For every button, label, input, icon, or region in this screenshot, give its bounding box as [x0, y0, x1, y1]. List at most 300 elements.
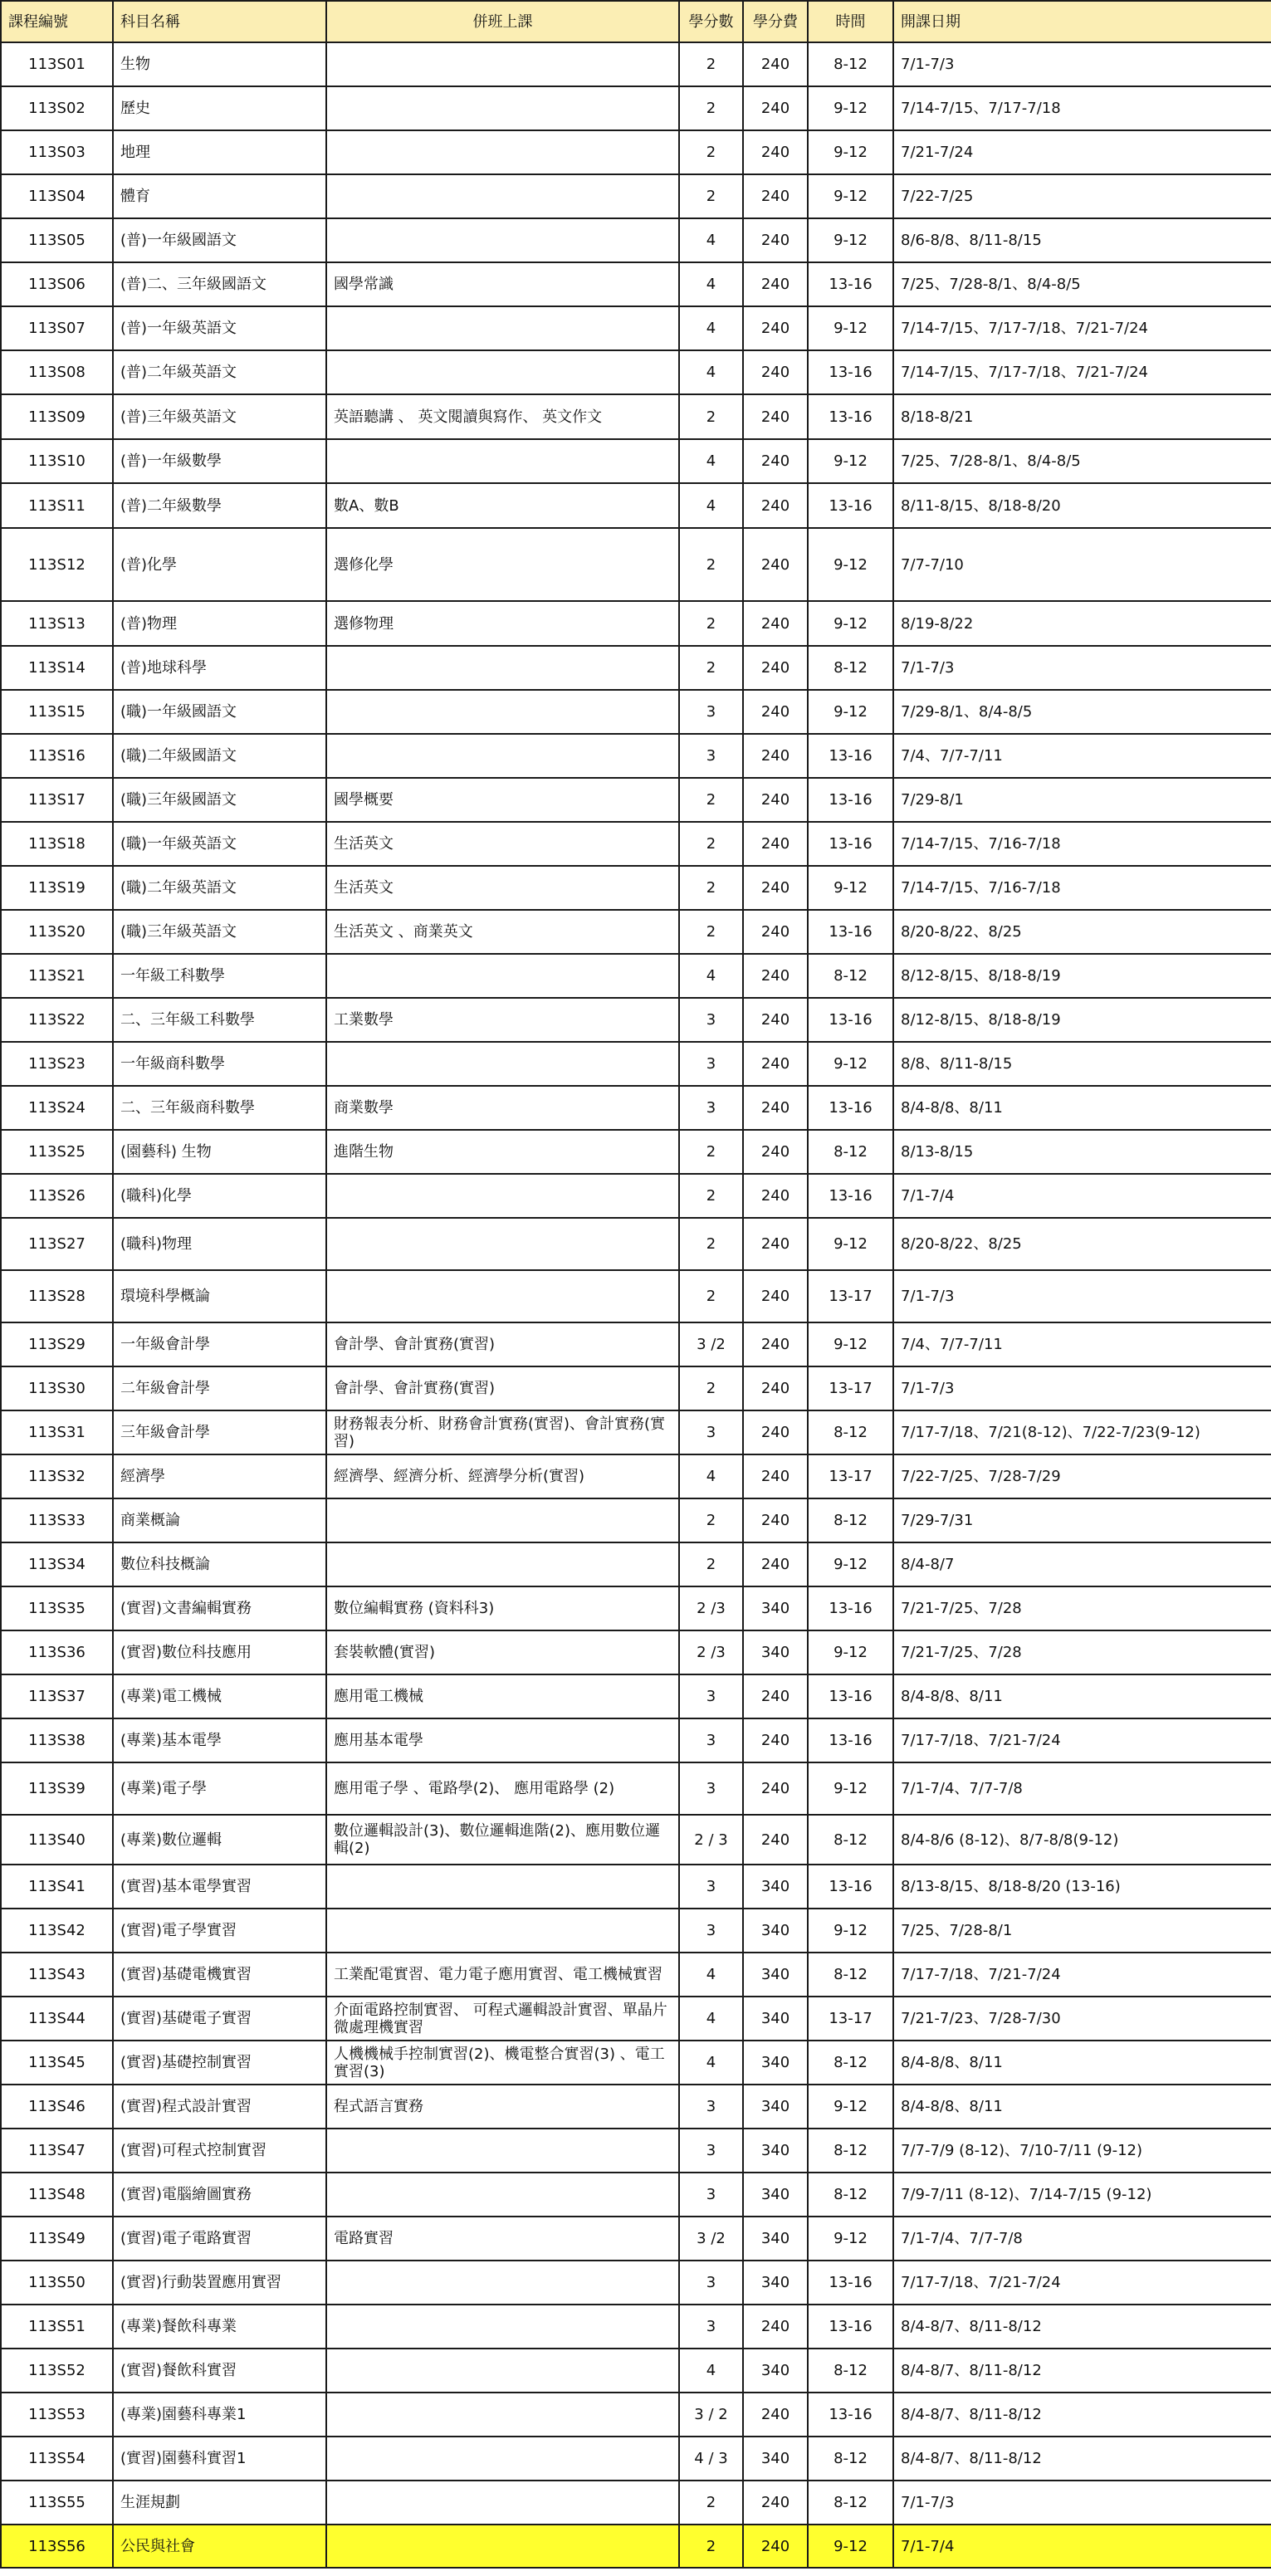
cell-dates: 7/29-8/1	[893, 778, 1271, 822]
cell-dates: 7/25、7/28-8/1、8/4-8/5	[893, 262, 1271, 306]
cell-credits: 2	[679, 866, 743, 910]
cell-subject-name: (實習)行動裝置應用實習	[113, 2261, 326, 2305]
cell-fee: 240	[743, 734, 808, 778]
table-row	[1, 2525, 1271, 2568]
cell-joint-class	[326, 1865, 679, 1909]
cell-credits: 4	[679, 483, 743, 528]
cell-fee: 240	[743, 483, 808, 528]
cell-joint-class: 財務報表分析、財務會計實務(實習)、會計實務(實習)	[326, 1410, 679, 1454]
table-row	[1, 2349, 1271, 2393]
cell-time: 9-12	[808, 1909, 893, 1953]
cell-fee: 240	[743, 1410, 808, 1454]
cell-credits: 4	[679, 439, 743, 483]
cell-joint-class: 選修化學	[326, 528, 679, 601]
cell-credits: 2 /3	[679, 1630, 743, 1674]
cell-fee: 240	[743, 2525, 808, 2568]
cell-time: 13-16	[808, 1086, 893, 1130]
cell-time: 8-12	[808, 2349, 893, 2393]
cell-joint-class	[326, 439, 679, 483]
cell-fee: 240	[743, 1815, 808, 1865]
cell-course-id: 113S05	[1, 218, 113, 262]
cell-credits: 2	[679, 778, 743, 822]
cell-joint-class: 進階生物	[326, 1130, 679, 1174]
cell-dates: 8/12-8/15、8/18-8/19	[893, 998, 1271, 1042]
cell-dates: 7/1-7/3	[893, 42, 1271, 86]
cell-joint-class	[326, 1542, 679, 1586]
cell-joint-class	[326, 1174, 679, 1218]
cell-fee: 240	[743, 218, 808, 262]
cell-time: 8-12	[808, 2437, 893, 2481]
cell-joint-class: 應用基本電學	[326, 1718, 679, 1762]
table-row	[1, 2305, 1271, 2349]
cell-course-id: 113S55	[1, 2481, 113, 2525]
cell-course-id: 113S23	[1, 1042, 113, 1086]
cell-joint-class: 工業配電實習、電力電子應用實習、電工機械實習	[326, 1953, 679, 1997]
cell-credits: 3	[679, 1909, 743, 1953]
cell-joint-class: 生活英文 、商業英文	[326, 910, 679, 954]
table-row	[1, 394, 1271, 439]
cell-credits: 3	[679, 998, 743, 1042]
cell-subject-name: (實習)文書編輯實務	[113, 1586, 326, 1630]
cell-subject-name: (專業)基本電學	[113, 1718, 326, 1762]
cell-course-id: 113S24	[1, 1086, 113, 1130]
table-row	[1, 2437, 1271, 2481]
cell-time: 13-17	[808, 1997, 893, 2041]
cell-fee: 240	[743, 1042, 808, 1086]
table-row	[1, 2085, 1271, 2129]
table-row	[1, 1997, 1271, 2041]
cell-credits: 2	[679, 1174, 743, 1218]
cell-time: 13-16	[808, 822, 893, 866]
cell-credits: 2	[679, 1498, 743, 1542]
cell-subject-name: 生涯規劃	[113, 2481, 326, 2525]
table-row	[1, 1042, 1271, 1086]
cell-time: 13-16	[808, 2393, 893, 2437]
table-row	[1, 998, 1271, 1042]
cell-credits: 2	[679, 528, 743, 601]
table-row	[1, 2393, 1271, 2437]
cell-course-id: 113S25	[1, 1130, 113, 1174]
cell-dates: 8/4-8/6 (8-12)、8/7-8/8(9-12)	[893, 1815, 1271, 1865]
cell-time: 9-12	[808, 2525, 893, 2568]
cell-joint-class	[326, 2349, 679, 2393]
cell-dates: 7/22-7/25	[893, 174, 1271, 218]
cell-dates: 7/1-7/4	[893, 1174, 1271, 1218]
cell-course-id: 113S04	[1, 174, 113, 218]
cell-course-id: 113S32	[1, 1454, 113, 1498]
cell-fee: 340	[743, 1997, 808, 2041]
cell-course-id: 113S37	[1, 1674, 113, 1718]
cell-time: 8-12	[808, 954, 893, 998]
cell-fee: 240	[743, 1366, 808, 1410]
cell-time: 9-12	[808, 218, 893, 262]
cell-dates: 8/4-8/8、8/11	[893, 2041, 1271, 2085]
table-row	[1, 2481, 1271, 2525]
table-row	[1, 1953, 1271, 1997]
cell-subject-name: 經濟學	[113, 1454, 326, 1498]
cell-joint-class: 介面電路控制實習、 可程式邏輯設計實習、單晶片微處理機實習	[326, 1997, 679, 2041]
cell-course-id: 113S01	[1, 42, 113, 86]
table-row	[1, 1586, 1271, 1630]
cell-joint-class	[326, 646, 679, 690]
cell-subject-name: (職)三年級國語文	[113, 778, 326, 822]
table-row	[1, 218, 1271, 262]
table-row	[1, 2173, 1271, 2217]
cell-time: 9-12	[808, 130, 893, 174]
cell-fee: 240	[743, 1270, 808, 1322]
cell-dates: 8/4-8/8、8/11	[893, 1086, 1271, 1130]
cell-fee: 240	[743, 1130, 808, 1174]
cell-fee: 240	[743, 130, 808, 174]
table-row	[1, 2261, 1271, 2305]
cell-dates: 8/12-8/15、8/18-8/19	[893, 954, 1271, 998]
cell-fee: 240	[743, 528, 808, 601]
cell-joint-class	[326, 218, 679, 262]
cell-subject-name: (普)一年級國語文	[113, 218, 326, 262]
cell-time: 9-12	[808, 690, 893, 734]
cell-joint-class: 應用電工機械	[326, 1674, 679, 1718]
cell-fee: 340	[743, 1586, 808, 1630]
cell-joint-class	[326, 306, 679, 350]
cell-credits: 3	[679, 690, 743, 734]
cell-time: 13-16	[808, 1586, 893, 1630]
cell-time: 13-16	[808, 910, 893, 954]
table-row	[1, 1410, 1271, 1454]
cell-subject-name: 二、三年級商科數學	[113, 1086, 326, 1130]
cell-subject-name: (實習)基礎控制實習	[113, 2041, 326, 2085]
cell-subject-name: (專業)餐飲科專業	[113, 2305, 326, 2349]
cell-dates: 8/8、8/11-8/15	[893, 1042, 1271, 1086]
table-row	[1, 646, 1271, 690]
cell-credits: 2	[679, 2525, 743, 2568]
table-row	[1, 350, 1271, 394]
cell-fee: 240	[743, 174, 808, 218]
cell-subject-name: (普)地球科學	[113, 646, 326, 690]
cell-fee: 240	[743, 394, 808, 439]
cell-course-id: 113S49	[1, 2217, 113, 2261]
table-row	[1, 1674, 1271, 1718]
cell-subject-name: (專業)數位邏輯	[113, 1815, 326, 1865]
cell-fee: 240	[743, 1542, 808, 1586]
cell-fee: 340	[743, 2041, 808, 2085]
table-row	[1, 866, 1271, 910]
cell-subject-name: (實習)電腦繪圖實務	[113, 2173, 326, 2217]
cell-dates: 7/14-7/15、7/17-7/18、7/21-7/24	[893, 306, 1271, 350]
cell-joint-class	[326, 1218, 679, 1270]
cell-time: 9-12	[808, 86, 893, 130]
cell-fee: 240	[743, 1086, 808, 1130]
cell-subject-name: 一年級會計學	[113, 1322, 326, 1366]
cell-credits: 3	[679, 2129, 743, 2173]
cell-fee: 240	[743, 1174, 808, 1218]
cell-dates: 7/1-7/3	[893, 646, 1271, 690]
cell-dates: 7/4、7/7-7/11	[893, 734, 1271, 778]
table-row	[1, 601, 1271, 646]
cell-course-id: 113S36	[1, 1630, 113, 1674]
table-row	[1, 130, 1271, 174]
cell-course-id: 113S06	[1, 262, 113, 306]
table-row	[1, 42, 1271, 86]
cell-joint-class: 電路實習	[326, 2217, 679, 2261]
cell-credits: 3	[679, 1086, 743, 1130]
cell-credits: 2	[679, 1542, 743, 1586]
cell-time: 9-12	[808, 601, 893, 646]
cell-course-id: 113S02	[1, 86, 113, 130]
table-body	[1, 42, 1271, 2568]
cell-subject-name: 二、三年級工科數學	[113, 998, 326, 1042]
cell-subject-name: (實習)數位科技應用	[113, 1630, 326, 1674]
cell-dates: 8/4-8/8、8/11	[893, 1674, 1271, 1718]
cell-course-id: 113S27	[1, 1218, 113, 1270]
cell-fee: 340	[743, 2437, 808, 2481]
cell-subject-name: (普)二、三年級國語文	[113, 262, 326, 306]
cell-fee: 240	[743, 778, 808, 822]
cell-subject-name: (普)物理	[113, 601, 326, 646]
cell-dates: 7/14-7/15、7/16-7/18	[893, 866, 1271, 910]
table-row	[1, 1130, 1271, 1174]
cell-credits: 4	[679, 306, 743, 350]
cell-subject-name: (園藝科) 生物	[113, 1130, 326, 1174]
cell-course-id: 113S33	[1, 1498, 113, 1542]
cell-joint-class: 會計學、會計實務(實習)	[326, 1322, 679, 1366]
cell-fee: 240	[743, 439, 808, 483]
cell-joint-class: 國學常識	[326, 262, 679, 306]
cell-time: 13-16	[808, 1674, 893, 1718]
cell-joint-class	[326, 130, 679, 174]
cell-time: 8-12	[808, 2129, 893, 2173]
cell-dates: 8/13-8/15	[893, 1130, 1271, 1174]
cell-joint-class: 應用電子學 、電路學(2)、 應用電路學 (2)	[326, 1762, 679, 1815]
cell-time: 9-12	[808, 439, 893, 483]
cell-credits: 2	[679, 1270, 743, 1322]
cell-joint-class	[326, 1498, 679, 1542]
cell-dates: 8/19-8/22	[893, 601, 1271, 646]
cell-time: 8-12	[808, 646, 893, 690]
cell-fee: 340	[743, 2349, 808, 2393]
cell-course-id: 113S12	[1, 528, 113, 601]
table-row	[1, 1762, 1271, 1815]
cell-time: 13-17	[808, 1366, 893, 1410]
cell-joint-class: 數位編輯實務 (資料科3)	[326, 1586, 679, 1630]
cell-fee: 240	[743, 954, 808, 998]
cell-subject-name: 三年級會計學	[113, 1410, 326, 1454]
cell-fee: 240	[743, 866, 808, 910]
table-row	[1, 483, 1271, 528]
cell-course-id: 113S03	[1, 130, 113, 174]
cell-course-id: 113S47	[1, 2129, 113, 2173]
cell-joint-class	[326, 2261, 679, 2305]
cell-credits: 3	[679, 1042, 743, 1086]
table-row	[1, 306, 1271, 350]
cell-dates: 7/21-7/25、7/28	[893, 1586, 1271, 1630]
cell-fee: 240	[743, 1762, 808, 1815]
cell-credits: 4	[679, 2349, 743, 2393]
cell-fee: 240	[743, 262, 808, 306]
cell-joint-class	[326, 2437, 679, 2481]
cell-fee: 340	[743, 2173, 808, 2217]
cell-subject-name: (實習)餐飲科實習	[113, 2349, 326, 2393]
cell-time: 13-16	[808, 483, 893, 528]
cell-fee: 240	[743, 998, 808, 1042]
header-dates: 開課日期	[893, 1, 1271, 42]
cell-dates: 8/18-8/21	[893, 394, 1271, 439]
cell-joint-class	[326, 1042, 679, 1086]
cell-fee: 340	[743, 1909, 808, 1953]
cell-course-id: 113S19	[1, 866, 113, 910]
table-row	[1, 690, 1271, 734]
cell-course-id: 113S40	[1, 1815, 113, 1865]
cell-joint-class: 數位邏輯設計(3)、數位邏輯進階(2)、應用數位邏輯(2)	[326, 1815, 679, 1865]
cell-credits: 2	[679, 2481, 743, 2525]
cell-fee: 240	[743, 690, 808, 734]
cell-credits: 3 /2	[679, 1322, 743, 1366]
cell-joint-class	[326, 2129, 679, 2173]
cell-credits: 2	[679, 42, 743, 86]
cell-dates: 7/14-7/15、7/17-7/18、7/21-7/24	[893, 350, 1271, 394]
cell-time: 9-12	[808, 1322, 893, 1366]
cell-joint-class	[326, 2481, 679, 2525]
table-row	[1, 262, 1271, 306]
cell-course-id: 113S51	[1, 2305, 113, 2349]
cell-dates: 8/4-8/7、8/11-8/12	[893, 2349, 1271, 2393]
table-row	[1, 174, 1271, 218]
cell-time: 13-16	[808, 734, 893, 778]
cell-time: 9-12	[808, 1218, 893, 1270]
cell-course-id: 113S26	[1, 1174, 113, 1218]
cell-course-id: 113S44	[1, 1997, 113, 2041]
cell-course-id: 113S08	[1, 350, 113, 394]
table-row	[1, 1718, 1271, 1762]
cell-subject-name: 公民與社會	[113, 2525, 326, 2568]
cell-subject-name: 生物	[113, 42, 326, 86]
cell-subject-name: 一年級工科數學	[113, 954, 326, 998]
table-row	[1, 86, 1271, 130]
cell-time: 13-16	[808, 1865, 893, 1909]
cell-dates: 7/1-7/3	[893, 1366, 1271, 1410]
cell-dates: 8/4-8/7	[893, 1542, 1271, 1586]
cell-course-id: 113S09	[1, 394, 113, 439]
cell-time: 9-12	[808, 1630, 893, 1674]
cell-credits: 4	[679, 954, 743, 998]
cell-course-id: 113S56	[1, 2525, 113, 2568]
cell-credits: 2	[679, 130, 743, 174]
cell-time: 9-12	[808, 1042, 893, 1086]
cell-dates: 7/17-7/18、7/21-7/24	[893, 2261, 1271, 2305]
cell-time: 8-12	[808, 1953, 893, 1997]
cell-course-id: 113S30	[1, 1366, 113, 1410]
cell-credits: 4	[679, 1454, 743, 1498]
cell-subject-name: (職科)化學	[113, 1174, 326, 1218]
cell-fee: 340	[743, 1630, 808, 1674]
cell-credits: 2	[679, 822, 743, 866]
cell-time: 9-12	[808, 2085, 893, 2129]
cell-credits: 2	[679, 1130, 743, 1174]
cell-joint-class	[326, 690, 679, 734]
cell-credits: 2	[679, 1218, 743, 1270]
table-row	[1, 954, 1271, 998]
cell-joint-class: 工業數學	[326, 998, 679, 1042]
cell-joint-class	[326, 174, 679, 218]
cell-credits: 4	[679, 1953, 743, 1997]
header-subject-name: 科目名稱	[113, 1, 326, 42]
cell-time: 8-12	[808, 2173, 893, 2217]
cell-fee: 340	[743, 2085, 808, 2129]
cell-subject-name: (專業)電子學	[113, 1762, 326, 1815]
cell-subject-name: (專業)電工機械	[113, 1674, 326, 1718]
cell-course-id: 113S38	[1, 1718, 113, 1762]
cell-dates: 7/1-7/4、7/7-7/8	[893, 1762, 1271, 1815]
cell-time: 13-16	[808, 350, 893, 394]
cell-credits: 3	[679, 1865, 743, 1909]
cell-fee: 240	[743, 42, 808, 86]
cell-course-id: 113S13	[1, 601, 113, 646]
cell-subject-name: (專業)園藝科專業1	[113, 2393, 326, 2437]
cell-time: 13-16	[808, 262, 893, 306]
cell-subject-name: (職)一年級英語文	[113, 822, 326, 866]
cell-time: 9-12	[808, 528, 893, 601]
cell-subject-name: 地理	[113, 130, 326, 174]
cell-subject-name: (實習)電子電路實習	[113, 2217, 326, 2261]
cell-course-id: 113S29	[1, 1322, 113, 1366]
cell-credits: 3	[679, 1410, 743, 1454]
cell-dates: 7/1-7/4、7/7-7/8	[893, 2217, 1271, 2261]
table-row	[1, 1086, 1271, 1130]
cell-time: 8-12	[808, 2041, 893, 2085]
cell-time: 8-12	[808, 1498, 893, 1542]
cell-course-id: 113S15	[1, 690, 113, 734]
cell-time: 13-16	[808, 2261, 893, 2305]
cell-fee: 240	[743, 86, 808, 130]
cell-joint-class: 國學概要	[326, 778, 679, 822]
cell-subject-name: (普)一年級英語文	[113, 306, 326, 350]
header-credits: 學分數	[679, 1, 743, 42]
cell-subject-name: (普)二年級數學	[113, 483, 326, 528]
cell-subject-name: 二年級會計學	[113, 1366, 326, 1410]
cell-dates: 8/4-8/7、8/11-8/12	[893, 2305, 1271, 2349]
cell-time: 8-12	[808, 1130, 893, 1174]
table-row	[1, 822, 1271, 866]
cell-joint-class: 會計學、會計實務(實習)	[326, 1366, 679, 1410]
cell-course-id: 113S52	[1, 2349, 113, 2393]
header-row	[1, 1, 1271, 42]
cell-dates: 7/29-7/31	[893, 1498, 1271, 1542]
table-row	[1, 528, 1271, 601]
cell-credits: 4 / 3	[679, 2437, 743, 2481]
cell-dates: 7/7-7/9 (8-12)、7/10-7/11 (9-12)	[893, 2129, 1271, 2173]
cell-time: 13-17	[808, 1270, 893, 1322]
cell-credits: 3	[679, 2085, 743, 2129]
cell-subject-name: 一年級商科數學	[113, 1042, 326, 1086]
cell-dates: 8/4-8/7、8/11-8/12	[893, 2393, 1271, 2437]
cell-joint-class: 數A、數B	[326, 483, 679, 528]
header-course-id: 課程編號	[1, 1, 113, 42]
cell-credits: 2	[679, 601, 743, 646]
cell-fee: 240	[743, 306, 808, 350]
cell-credits: 3	[679, 734, 743, 778]
cell-fee: 240	[743, 2393, 808, 2437]
cell-course-id: 113S17	[1, 778, 113, 822]
cell-time: 8-12	[808, 2481, 893, 2525]
cell-dates: 7/1-7/4	[893, 2525, 1271, 2568]
cell-joint-class	[326, 2173, 679, 2217]
cell-fee: 240	[743, 1498, 808, 1542]
cell-subject-name: 體育	[113, 174, 326, 218]
cell-course-id: 113S18	[1, 822, 113, 866]
cell-subject-name: (實習)基礎電子實習	[113, 1997, 326, 2041]
cell-fee: 240	[743, 350, 808, 394]
table-row	[1, 1218, 1271, 1270]
cell-course-id: 113S16	[1, 734, 113, 778]
